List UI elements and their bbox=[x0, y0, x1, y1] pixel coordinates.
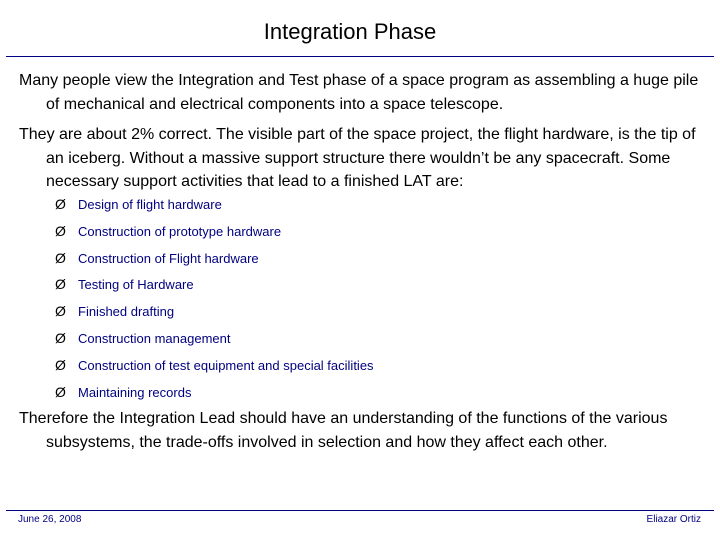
arrow-bullet-icon: Ø bbox=[55, 276, 66, 293]
intro-paragraph: Many people view the Integration and Test phase of a space program as assembling a huge pile of mechanical and electrical components into a space telescope. bbox=[19, 72, 699, 113]
list-item bbox=[55, 246, 374, 273]
list-item bbox=[55, 299, 374, 326]
list-item-label: Construction of prototype hardware bbox=[78, 223, 282, 239]
list-item-label: Construction management bbox=[78, 330, 231, 346]
list-item bbox=[55, 219, 374, 246]
list-item-label: Construction of Flight hardware bbox=[78, 250, 259, 266]
arrow-bullet-icon: Ø bbox=[55, 196, 66, 212]
arrow-bullet-icon: Ø bbox=[55, 303, 66, 320]
list-item bbox=[55, 353, 374, 380]
footer-divider bbox=[6, 510, 714, 511]
list-item-label: Testing of Hardware bbox=[78, 277, 194, 293]
arrow-bullet-icon: Ø bbox=[55, 356, 66, 373]
support-activities-list bbox=[55, 192, 374, 406]
list-item bbox=[55, 326, 374, 353]
list-item-label: Finished drafting bbox=[78, 304, 175, 320]
footer-date: June 26, 2008 bbox=[18, 514, 82, 525]
list-item-label: Construction of test equipment and special facilities bbox=[78, 357, 374, 373]
conclusion-paragraph: Therefore the Integration Lead should have an understanding of the functions of the various subsystems, the trade-offs involved in selection and how they affect each other. bbox=[19, 410, 668, 451]
list-item-label: Design of flight hardware bbox=[78, 197, 222, 212]
list-item-label: Maintaining records bbox=[78, 384, 192, 400]
list-item bbox=[55, 272, 374, 299]
list-item bbox=[55, 380, 374, 407]
arrow-bullet-icon: Ø bbox=[55, 383, 66, 400]
slide-title: Integration Phase bbox=[263, 19, 437, 44]
footer-author: Eliazar Ortiz bbox=[646, 514, 701, 525]
title-divider bbox=[6, 56, 714, 57]
arrow-bullet-icon: Ø bbox=[55, 249, 66, 266]
arrow-bullet-icon: Ø bbox=[55, 329, 66, 346]
list-item bbox=[55, 192, 374, 219]
arrow-bullet-icon: Ø bbox=[55, 222, 66, 239]
support-paragraph: They are about 2% correct. The visible part of the space project, the flight hardware, is the tip of an iceberg. Without a massive support structure there wouldn’t be any spacecraft. Some necessary support activities that lead to a finished LAT are: bbox=[19, 126, 696, 190]
